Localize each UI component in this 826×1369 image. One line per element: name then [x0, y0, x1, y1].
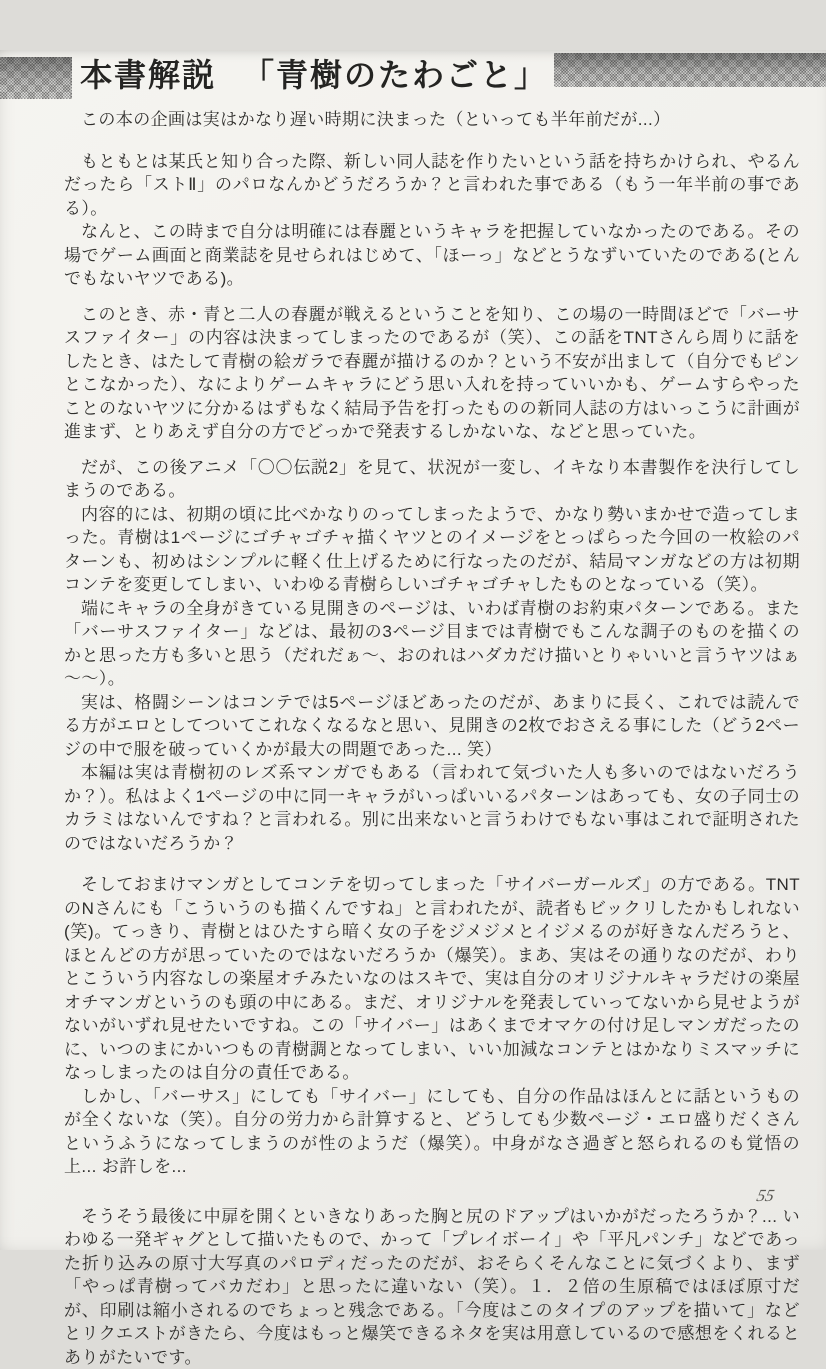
- paragraph: なんと、この時まで自分は明確には春麗というキャラを把握していなかったのである。その場でゲーム画面と商業誌を見せられはじめて、「ほーっ」などとうなずいていたのである(とんでもないヤツである)。: [64, 220, 800, 291]
- header-halftone-bar-right: [554, 53, 826, 87]
- page-number: 55: [755, 1186, 776, 1206]
- paragraph: 実は、格闘シーンはコンテでは5ページほどあったのだが、あまりに長く、これでは読んでる方がエロとしてついてこれなくなるなと思い、見開きの2枚でおさえる事にした（どう2ページの中で服を破っていくかが最大の問題であった... 笑）: [64, 691, 800, 762]
- paragraph: このとき、赤・青と二人の春麗が戦えるということを知り、この場の一時間ほどで「バーサスファイター」の内容は決まってしまったのであるが（笑）、この話をTNTさんら周りに話をしたとき、はたして青樹の絵ガラで春麗が描けるのか？という不安が出まして（自分でもピンとこなかった）、なによりゲームキャラにどう思い入れを持っていいかも、ゲームすらやったことのないヤツに分かるはずもなく結局予告を打ったものの新同人誌の方はいっこうに計画が進まず、とりあえず自分の方でどっかで発表するしかないな、などと思っていた。: [64, 303, 800, 444]
- section-label: 本書解説: [80, 50, 216, 96]
- text-block-production: [64, 456, 800, 856]
- paragraph: もともとは某氏と知り合った際、新しい同人誌を作りたいという話を持ちかけられ、やるんだったら「ストⅡ」のパロなんかどうだろうか？と言われた事である（もう一年半前の事である）。: [64, 150, 800, 221]
- text-block-bonus-manga: [64, 873, 800, 1179]
- paragraph: しかし、「バーサス」にしても「サイバー」にしても、自分の作品はほんとに話というものが全くないな（笑）。自分の労力から計算すると、どうしても少数ページ・エロ盛りだくさんというふうになってしまうのが性のようだ（爆笑）。中身がなさ過ぎと怒られるのも覚悟の上... お許しを...: [64, 1085, 800, 1179]
- body-text: [0, 108, 826, 1369]
- document-page: [0, 50, 826, 1250]
- intro-line: この本の企画は実はかなり遅い時期に決まった（といっても半年前だが...）: [64, 108, 800, 132]
- page-header: [0, 50, 826, 96]
- text-block-planning: [64, 303, 800, 444]
- paragraph: そうそう最後に中扉を開くといきなりあった胸と尻のドアップはいかがだったろうか？... いわゆる一発ギャグとして描いたもので、かって「プレイボーイ」や「平凡パンチ」などであった折り込みの原寸大写真のパロディだったのだが、おそらくそんなことに気づくより、まず「やっぱ青樹ってバカだわ」と思ったに違いない（笑）。１．２倍の生原稿ではほぼ原寸だが、印刷は縮小されるのでちょっと残念である。「今度はこのタイプのアップを描いて」などとリクエストがきたら、今度はもっと爆笑できるネタを実は用意しているので感想をくれるとありがたいです。: [64, 1205, 800, 1369]
- paragraph: そしておまけマンガとしてコンテを切ってしまった「サイバーガールズ」の方である。TNTのNさんにも「こういうのも描くんですね」と言われたが、読者もビックリしたかもしれない(笑)。てっきり、青樹とはひたすら暗く女の子をジメジメとイジメるのが好きなんだろうと、ほとんどの方が思っていたのではないだろうか（爆笑）。まあ、実はその通りなのだが、わりとこういう内容なしの楽屋オチみたいなのはスキで、実は自分のオリジナルキャラだけの楽屋オチマンガというのも頭の中にある。まだ、オリジナルを発表していってないから見せようがないがいずれ見せたいですね。この「サイバー」はあくまでオマケの付け足しマンガだったのに、いつのまにかいつもの青樹調となってしまい、いい加減なコンテとはかなりミスマッチになっしまったのは自分の責任である。: [64, 873, 800, 1085]
- paragraph: 内容的には、初期の頃に比べかなりのってしまったようで、かなり勢いまかせで造ってしまった。青樹は1ページにゴチャゴチャ描くヤツとのイメージをとっぱらった今回の一枚絵のパターンも、初めはシンプルに軽く仕上げるために行なったのだが、結局マンガなどの方は初期コンテを変更してしまい、いわゆる青樹らしいゴチャゴチャしたものとなっている（笑）。: [64, 503, 800, 597]
- paragraph: 本編は実は青樹初のレズ系マンガでもある（言われて気づいた人も多いのではないだろうか？）。私はよく1ページの中に同一キャラがいっぱいいるパターンはあっても、女の子同士のカラミはないんですね？と言われる。別に出来ないと言うわけでもない事はこれで証明されたのではないだろうか？: [64, 761, 800, 855]
- paragraph: だが、この後アニメ「〇〇伝説2」を見て、状況が一変し、イキなり本書製作を決行してしまうのである。: [64, 456, 800, 503]
- title-quoted: 「青樹のたわごと」: [242, 50, 548, 96]
- page-title: [80, 50, 548, 96]
- header-halftone-bar-left: [0, 57, 72, 99]
- text-block-closing: [64, 1205, 800, 1369]
- paragraph: 端にキャラの全身がきている見開きのページは、いわば青樹のお約束パターンである。また「バーサスファイター」などは、最初の3ページ目までは青樹でもこんな調子のものを描くのかと思った方も多いと思う（だれだぁ～、おのれはハダカだけ描いとりゃいいと言うヤツはぁ～～）。: [64, 597, 800, 691]
- text-block-origin: [64, 150, 800, 291]
